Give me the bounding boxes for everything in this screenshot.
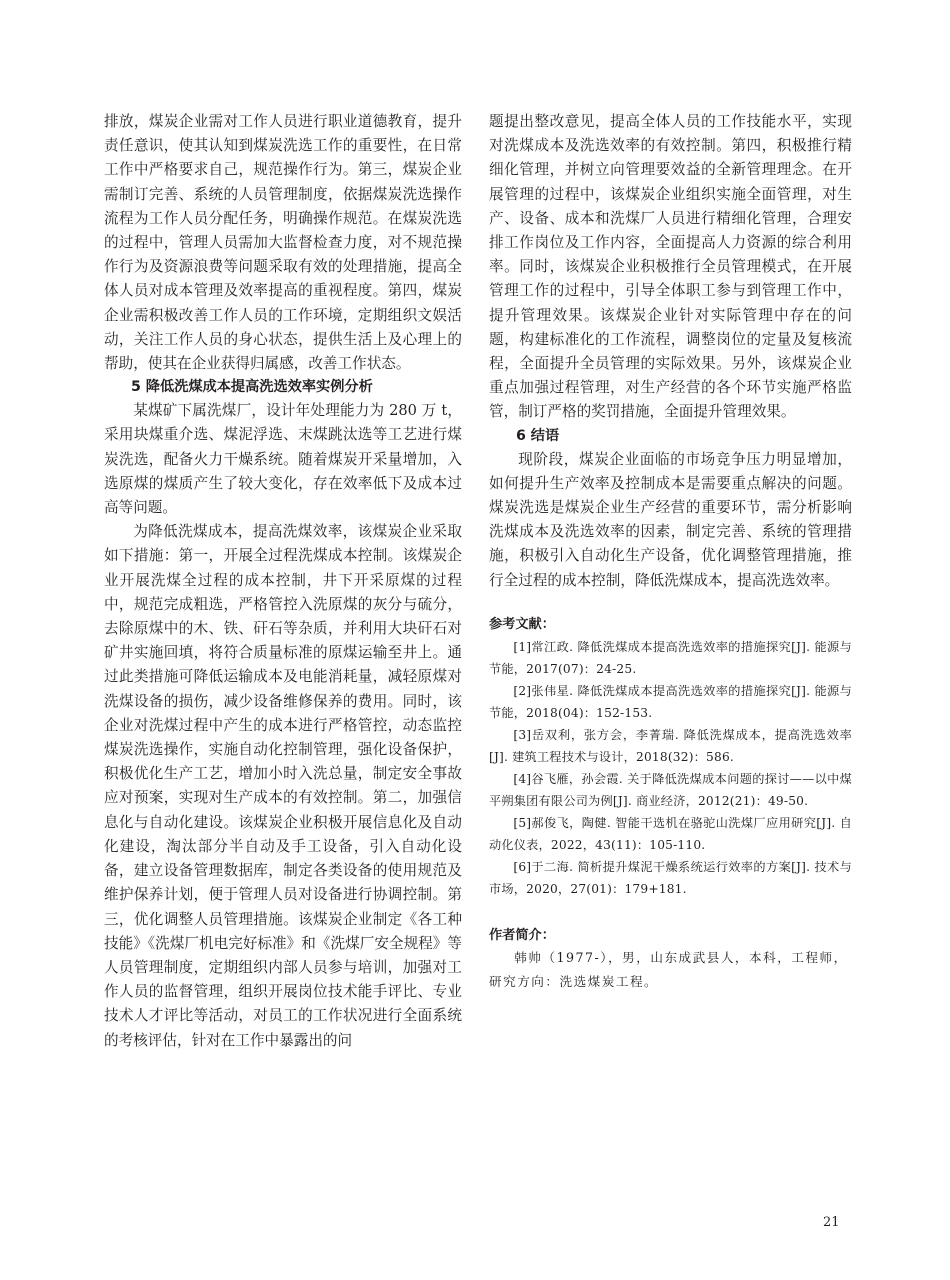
reference-item: [3]岳双利，张方会，李菁瑞. 降低洗煤成本，提高洗选效率[J]. 建筑工程技术与设计，2018(32)：586.: [489, 727, 852, 764]
author-title: 作者简介：: [489, 927, 555, 943]
section-heading-5: 5 降低洗煤成本提高洗选效率实例分析: [131, 379, 373, 396]
reference-item: [4]谷飞雁，孙会霞. 关于降低洗煤成本问题的探讨——以中煤平朔集团有限公司为例[J]. 商业经济，2012(21)：49-50.: [489, 771, 852, 808]
page-number: 21: [823, 1215, 840, 1230]
reference-item: [2]张伟星. 降低洗煤成本提高洗选效率的措施探究[J]. 能源与节能，2018(04)：152-153.: [489, 683, 852, 720]
body-paragraph: 现阶段，煤炭企业面临的市场竞争压力明显增加，如何提升生产效率及控制成本是需要重点解决的问题。煤炭洗选是煤炭企业生产经营的重要环节，需分析影响洗煤成本及洗选效率的因素，制定完善、系统的管理措施，积极引入自动化生产设备，优化调整管理措施，推行全过程的成本控制，降低洗煤成本，提高洗选效率。: [489, 450, 852, 589]
reference-item: [5]郝俊飞，陶健. 智能干选机在骆驼山洗煤厂应用研究[J]. 自动化仪表，2022，43(11)：105-110.: [489, 815, 852, 852]
left-column: [104, 110, 462, 1053]
section-heading-6: 6 结语: [516, 427, 560, 444]
references-list: [489, 636, 852, 900]
body-paragraph: 为降低洗煤成本，提高洗煤效率，该煤炭企业采取如下措施：第一，开展全过程洗煤成本控制。该煤炭企业开展洗煤全过程的成本控制，井下开采原煤的过程中，规范完成粗选，严格管控入洗原煤的灰分与硫分，去除原煤中的木、铁、矸石等杂质，并利用大块矸石对矿井实施回填，将符合质量标准的原煤运输至井上。通过此类措施可降低运输成本及电能消耗量，减轻原煤对洗煤设备的损伤，减少设备维修保养的费用。同时，该企业对洗煤过程中产生的成本进行严格管控，动态监控煤炭洗选操作，实施自动化控制管理，强化设备保护，积极优化生产工艺，增加小时入洗总量，制定安全事故应对预案，实现对生产成本的有效控制。第二，加强信息化与自动化建设。该煤炭企业积极开展信息化及自动化建设，淘汰部分半自动及手工设备，引入自动化设备，建立设备管理数据库，制定各类设备的使用规范及维护保养计划，便于管理人员对设备进行协调控制。第三，优化调整人员管理措施。该煤炭企业制定《各工种技能》《洗煤厂机电完好标准》和《洗煤厂安全规程》等人员管理制度，定期组织内部人员参与培训，加强对工作人员的监督管理，组织开展岗位技术能手评比、专业技术人才评比等活动，对员工的工作状况进行全面系统的考核评估，针对在工作中暴露出的问: [104, 523, 462, 1049]
body-paragraph: 某煤矿下属洗煤厂，设计年处理能力为 280 万 t，采用块煤重介选、煤泥浮选、末煤跳汰选等工艺进行煤炭洗选，配备火力干燥系统。随着煤炭开采量增加，入选原煤的煤质产生了较大变化，存在效率低下及成本过高等问题。: [104, 402, 462, 517]
reference-item: [6]于二海. 简析提升煤泥干燥系统运行效率的方案[J]. 技术与市场，2020，27(01)：179+181.: [489, 859, 852, 896]
body-paragraph: 题提出整改意见，提高全体人员的工作技能水平，实现对洗煤成本及洗选效率的有效控制。第四，积极推行精细化管理，并树立向管理要效益的全新管理理念。在开展管理的过程中，该煤炭企业组织实施全面管理，对生产、设备、成本和洗煤厂人员进行精细化管理，合理安排工作岗位及工作内容，全面提高人力资源的综合利用率。同时，该煤炭企业积极推行全员管理模式，在开展管理工作的过程中，引导全体职工参与到管理工作中，提升管理效果。该煤炭企业针对实际管理中存在的问题，构建标准化的工作流程，调整岗位的定量及复核流程，全面提升全员管理的实际效果。另外，该煤炭企业重点加强过程管理，对生产经营的各个环节实施严格监管，制订严格的奖罚措施，全面提升管理效果。: [489, 113, 852, 421]
body-paragraph: 排放，煤炭企业需对工作人员进行职业道德教育，提升责任意识，使其认知到煤炭洗选工作的重要性，在日常工作中严格要求自己，规范操作行为。第三，煤炭企业需制订完善、系统的人员管理制度，依据煤炭洗选操作流程为工作人员分配任务，明确操作规范。在煤炭洗选的过程中，管理人员需加大监督检查力度，对不规范操作行为及资源浪费等问题采取有效的处理措施，提高全体人员对成本管理及效率提高的重视程度。第四，煤炭企业需积极改善工作人员的工作环境，定期组织文娱活动，关注工作人员的身心状态，提供生活上及心理上的帮助，使其在企业获得归属感，改善工作状态。: [104, 113, 462, 373]
right-column: [489, 110, 852, 994]
author-bio: 韩帅（1977-），男，山东成武县人，本科，工程师，研究方向：洗选煤炭工程。: [489, 949, 848, 989]
references-title: 参考文献：: [489, 616, 555, 632]
reference-item: [1]常江政. 降低洗煤成本提高洗选效率的措施探究[J]. 能源与节能，2017(07)：24-25.: [489, 639, 852, 676]
